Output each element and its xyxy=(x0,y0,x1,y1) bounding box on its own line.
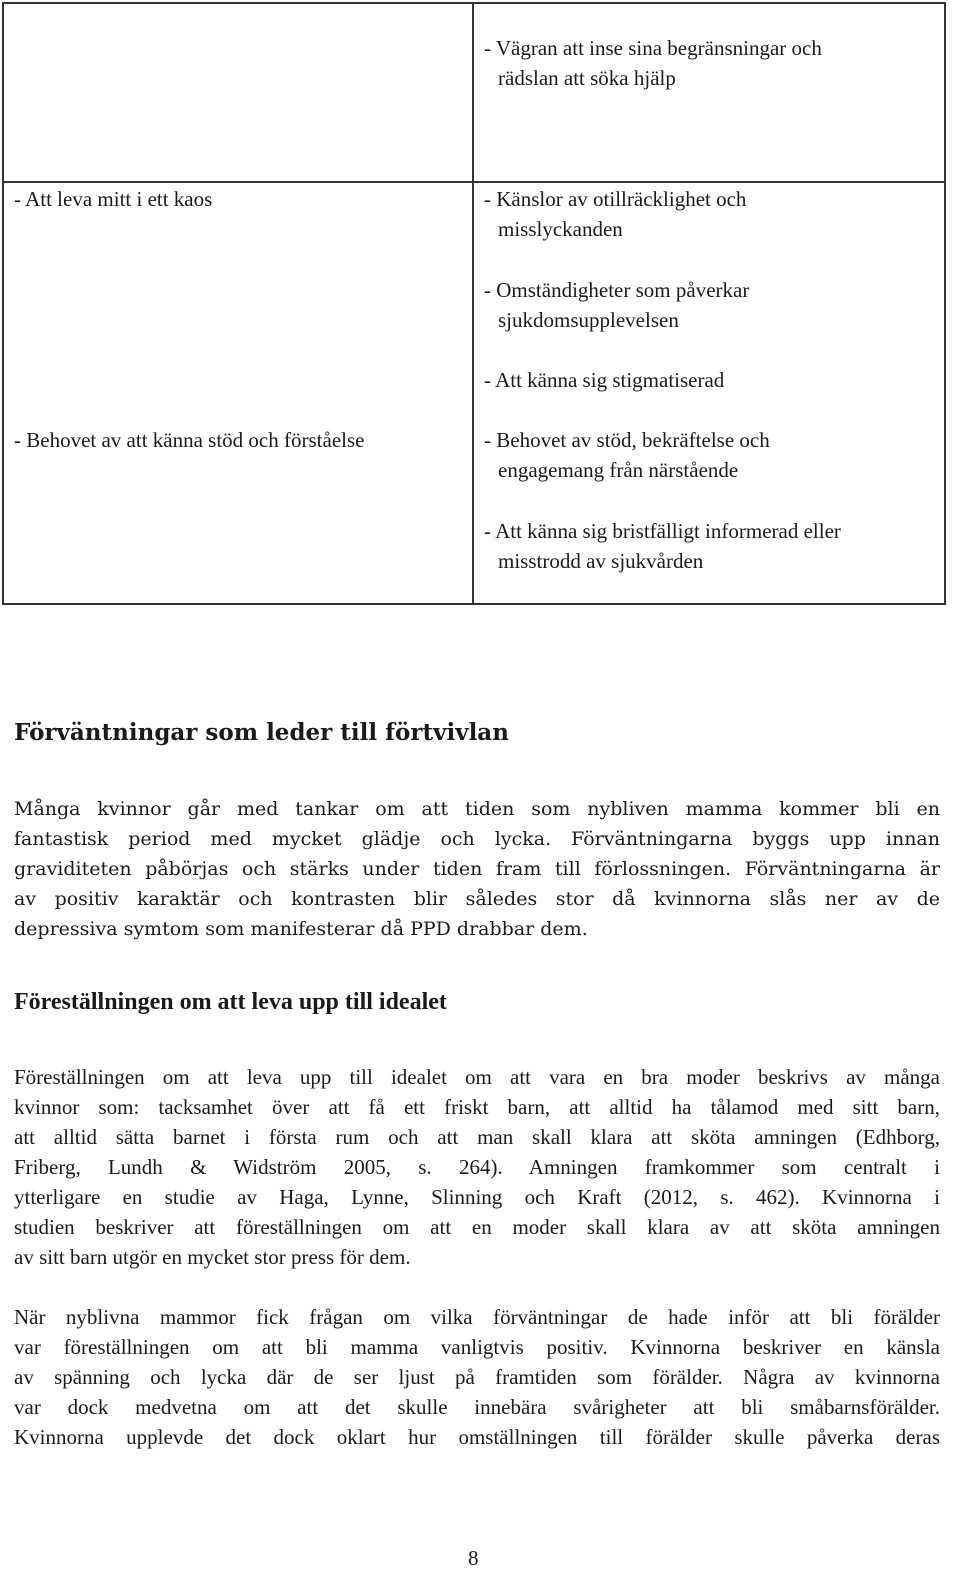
section-heading: Föreställningen om att leva upp till idealet xyxy=(14,989,447,1015)
themes-table xyxy=(2,2,946,605)
table-cell-text: - Att leva mitt i ett kaos xyxy=(14,187,213,211)
paragraph-line: fantastisk period med mycket glädje och lycka. Förväntningarna byggs upp innan xyxy=(14,828,940,850)
table-cell-text: - Behovet av stöd, bekräftelse och xyxy=(484,428,770,452)
paragraph-line: av positiv karaktär och kontrasten blir således stor då kvinnorna slås ner av de xyxy=(14,888,940,910)
table-cell-text: misslyckanden xyxy=(498,217,623,241)
paragraph xyxy=(14,1302,940,1452)
table-cell-text: rädslan att söka hjälp xyxy=(498,66,676,90)
paragraph-line: När nyblivna mammor fick frågan om vilka förväntningar de hade inför att bli förälder xyxy=(14,1305,940,1329)
paragraph-line: ytterligare en studie av Haga, Lynne, Slinning och Kraft (2012, s. 462). Kvinnorna i xyxy=(14,1185,940,1209)
table-row-divider xyxy=(2,181,946,183)
paragraph-line: graviditeten påbörjas och stärks under tiden fram till förlossningen. Förväntningarna är xyxy=(14,858,940,880)
page-number: 8 xyxy=(468,1546,479,1570)
paragraph-line: studien beskriver att föreställningen om att en moder skall klara av att sköta amningen xyxy=(14,1215,940,1239)
paragraph-line: av sitt barn utgör en mycket stor press för dem. xyxy=(14,1245,411,1269)
section-heading: Förväntningar som leder till förtvivlan xyxy=(14,719,509,746)
table-cell-text: sjukdomsupplevelsen xyxy=(498,308,679,332)
table-cell-text: - Behovet av att känna stöd och förståelse xyxy=(14,428,365,452)
paragraph-line: var dock medvetna om att det skulle innebära svårigheter att bli småbarnsförälder. xyxy=(14,1395,940,1419)
table-cell-text: - Att känna sig stigmatiserad xyxy=(484,368,725,392)
paragraph-line: var föreställningen om att bli mamma vanligtvis positiv. Kvinnorna beskriver en känsla xyxy=(14,1335,940,1359)
table-column-divider xyxy=(472,2,474,605)
paragraph-line: Friberg, Lundh & Widström 2005, s. 264). Amningen framkommer som centralt i xyxy=(14,1155,940,1179)
table-cell-text: - Vägran att inse sina begränsningar och xyxy=(484,36,822,60)
paragraph-line: av spänning och lycka där de ser ljust på framtiden som förälder. Några av kvinnorna xyxy=(14,1365,940,1389)
paragraph xyxy=(14,1062,940,1272)
table-cell-text: - Omständigheter som påverkar xyxy=(484,278,750,302)
paragraph-line: Kvinnorna upplevde det dock oklart hur omställningen till förälder skulle påverka deras xyxy=(14,1425,940,1449)
table-cell-text: misstrodd av sjukvården xyxy=(498,549,704,573)
table-cell-text: - Känslor av otillräcklighet och xyxy=(484,187,747,211)
table-cell-text: engagemang från närstående xyxy=(498,458,739,482)
paragraph-line: depressiva symtom som manifesterar då PPD drabbar dem. xyxy=(14,918,588,940)
paragraph-line: Många kvinnor går med tankar om att tiden som nybliven mamma kommer bli en xyxy=(14,798,940,820)
paragraph xyxy=(14,794,940,944)
paragraph-line: att alltid sätta barnet i första rum och att man skall klara att sköta amningen (Edhborg, xyxy=(14,1125,940,1149)
paragraph-line: Föreställningen om att leva upp till idealet om att vara en bra moder beskrivs av många xyxy=(14,1065,940,1089)
table-cell-text: - Att känna sig bristfälligt informerad eller xyxy=(484,519,841,543)
paragraph-line: kvinnor som: tacksamhet över att få ett friskt barn, att alltid ha tålamod med sitt barn, xyxy=(14,1095,940,1119)
